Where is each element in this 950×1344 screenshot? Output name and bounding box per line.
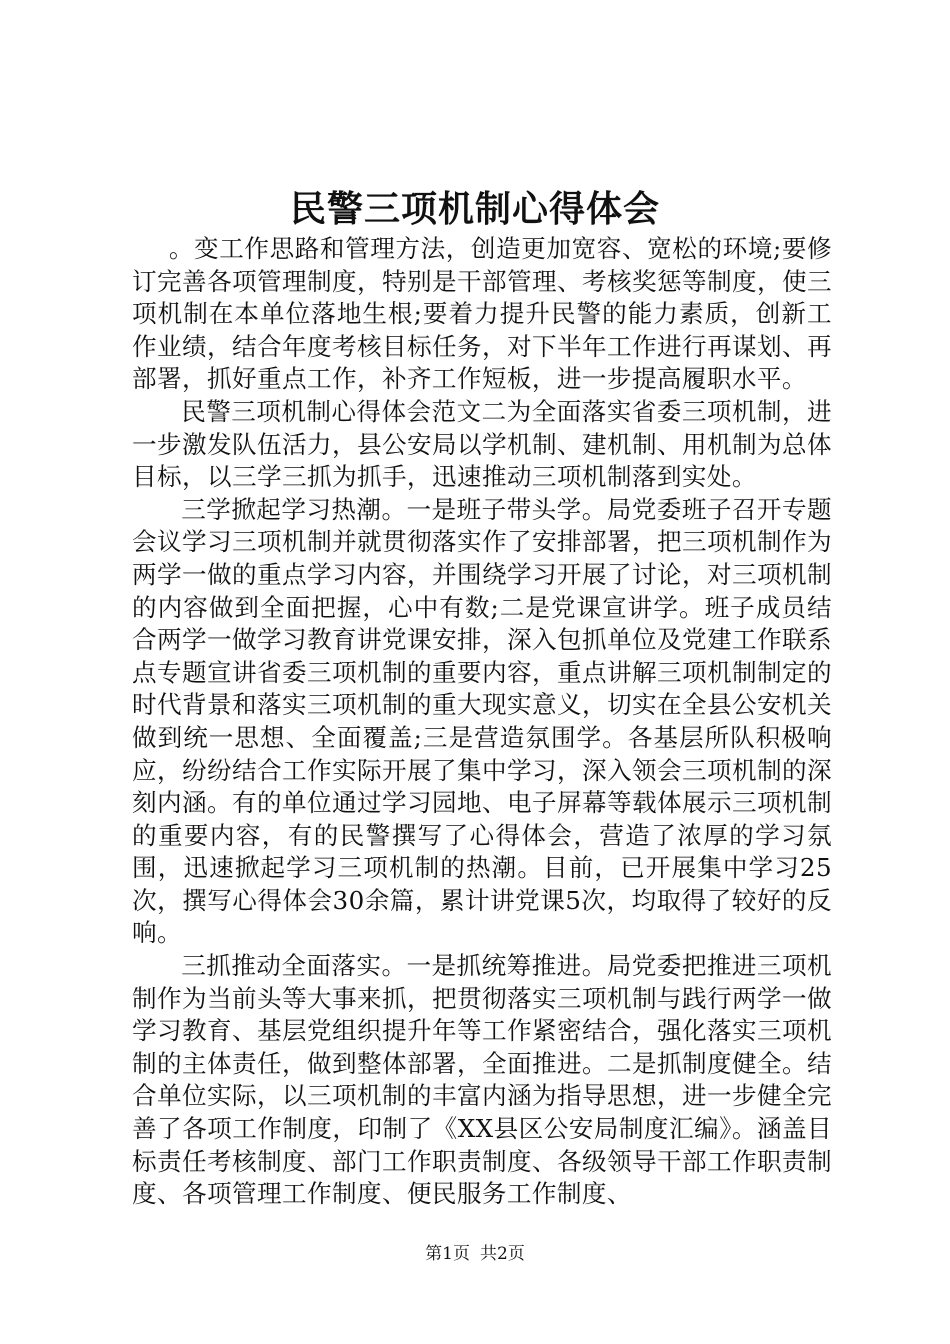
paragraph-2: 民警三项机制心得体会范文二为全面落实省委三项机制，进一步激发队伍活力，县公安局以学机制、建机制、用机制为总体目标，以三学三抓为抓手，迅速推动三项机制落到实处。 [132,396,832,492]
page-number-current: 第1页 [425,1244,470,1264]
paragraph-1: 。变工作思路和管理方法，创造更加宽容、宽松的环境;要修订完善各项管理制度，特别是干部管理、考核奖惩等制度，使三项机制在本单位落地生根;要着力提升民警的能力素质，创新工作业绩，结合年度考核目标任务，对下半年工作进行再谋划、再部署，抓好重点工作，补齐工作短板，进一步提高履职水平。 [132,234,832,394]
page-number-total: 共2页 [480,1244,525,1264]
document-title: 民警三项机制心得体会 [289,188,660,230]
paragraph-3: 三学掀起学习热潮。一是班子带头学。局党委班子召开专题会议学习三项机制并就贯彻落实作了安排部署，把三项机制作为两学一做的重点学习内容，并围绕学习开展了讨论，对三项机制的内容做到全面把握，心中有数;二是党课宣讲学。班子成员结合两学一做学习教育讲党课安排，深入包抓单位及党建工作联系点专题宣讲省委三项机制的重要内容，重点讲解三项机制制定的时代背景和落实三项机制的重大现实意义，切实在全县公安机关做到统一思想、全面覆盖;三是营造氛围学。各基层所队积极响应，纷纷结合工作实际开展了集中学习，深入领会三项机制的深刻内涵。有的单位通过学习园地、电子屏幕等载体展示三项机制的重要内容，有的民警撰写了心得体会，营造了浓厚的学习氛围，迅速掀起学习三项机制的热潮。目前，已开展集中学习25次，撰写心得体会30余篇，累计讲党课5次，均取得了较好的反响。 [132,494,832,948]
paragraph-4: 三抓推动全面落实。一是抓统筹推进。局党委把推进三项机制作为当前头等大事来抓，把贯彻落实三项机制与践行两学一做学习教育、基层党组织提升年等工作紧密结合，强化落实三项机制的主体责任，做到整体部署，全面推进。二是抓制度健全。结合单位实际，以三项机制的丰富内涵为指导思想，进一步健全完善了各项工作制度，印制了《XX县区公安局制度汇编》。涵盖目标责任考核制度、部门工作职责制度、各级领导干部工作职责制度、各项管理工作制度、便民服务工作制度、 [132,951,832,1209]
page-footer [0,1242,950,1266]
document-body [132,233,832,1211]
